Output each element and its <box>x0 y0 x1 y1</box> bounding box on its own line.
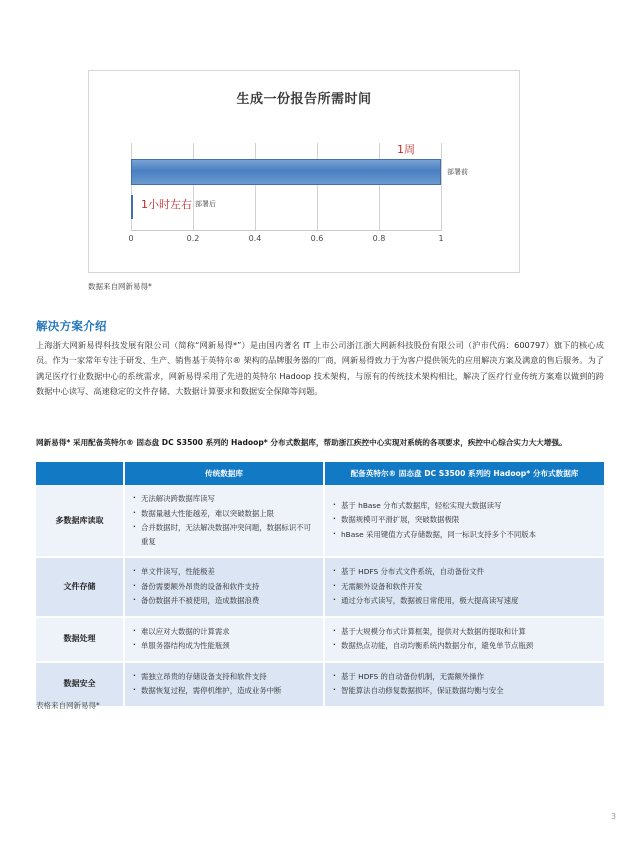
table-cell-category: 数据处理 <box>36 617 124 662</box>
bullet-item: · 合并数据时，无法解决数据冲突问题，数据标识不可重复 <box>133 521 315 548</box>
bullet-list <box>333 670 596 698</box>
page-number: 3 <box>611 812 616 821</box>
table-header-traditional: 传统数据库 <box>124 462 324 485</box>
bullet-item: · 通过分布式读写，数据被日常使用，极大提高读写速度 <box>333 594 596 608</box>
x-tick: 1 <box>438 234 444 243</box>
section-heading: 解决方案介绍 <box>36 319 107 333</box>
table-header-hadoop: 配备英特尔® 固态盘 DC S3500 系列的 Hadoop* 分布式数据库 <box>324 462 604 485</box>
chart-title: 生成一份报告所需时间 <box>236 92 372 107</box>
chart-source-caption: 数据来自网新易得* <box>88 282 152 291</box>
bullet-item: · 单文件读写，性能极差 <box>133 565 315 579</box>
bullet-list <box>133 565 315 608</box>
bullet-item: · 单服务器结构成为性能瓶颈 <box>133 639 315 653</box>
table-row <box>36 485 604 557</box>
bullet-item: · 数据热点功能，自动均衡系统内数据分布，避免单节点瓶颈 <box>333 639 596 653</box>
bullet-item: · hBase 采用键值方式存储数据，同一标识支持多个不同版本 <box>333 528 596 542</box>
table-cell-traditional <box>124 485 324 557</box>
bullet-list <box>333 499 596 542</box>
table-row <box>36 662 604 707</box>
table-cell-hadoop <box>324 617 604 662</box>
table-cell-hadoop <box>324 662 604 707</box>
bar-category-label-after: 部署后 <box>195 200 216 208</box>
chart-container <box>88 70 520 273</box>
bar-after <box>131 195 133 219</box>
bullet-list <box>133 670 315 698</box>
gridline <box>379 143 380 230</box>
x-tick: 0.2 <box>186 234 200 243</box>
table-cell-traditional <box>124 557 324 617</box>
bullet-item: · 数据量越大性能越差，难以突破数据上限 <box>133 507 315 521</box>
bullet-item: · 无法解决跨数据库读写 <box>133 492 315 506</box>
bullet-item: · 基于 hBase 分布式数据库，轻松实现大数据读写 <box>333 499 596 513</box>
bar-value-label-after: 1小时左右 <box>141 198 192 211</box>
bullet-list <box>333 625 596 653</box>
bullet-list <box>333 565 596 608</box>
chart-plot-area <box>131 143 468 230</box>
x-tick: 0.4 <box>248 234 262 243</box>
table-header-category <box>36 462 124 485</box>
bullet-item: · 智能算法自动修复数据损坏，保证数据均衡与安全 <box>333 684 596 698</box>
bullet-item: · 数据规模可平滑扩展，突破数据极限 <box>333 513 596 527</box>
x-axis-line <box>131 230 442 231</box>
bullet-item: · 数据恢复过程，需停机维护，造成业务中断 <box>133 684 315 698</box>
gridline <box>441 143 442 230</box>
x-axis-tick-labels <box>128 234 444 248</box>
table-source-caption: 表格来自网新易得* <box>36 701 100 710</box>
bullet-item: · 备份需要额外昂贵的设备和软件支持 <box>133 580 315 594</box>
bar-category-label-before: 部署前 <box>447 168 468 176</box>
x-tick: 0 <box>128 234 134 243</box>
bullet-item: · 基于 HDFS 分布式文件系统，自动备份文件 <box>333 565 596 579</box>
gridline <box>317 143 318 230</box>
bullet-item: · 备份数据并不被使用，造成数据浪费 <box>133 594 315 608</box>
comparison-table <box>36 462 604 708</box>
bullet-item: · 基于 HDFS 的自动备份机制，无需额外操作 <box>333 670 596 684</box>
gridline <box>193 143 194 230</box>
table-header-row <box>36 462 604 485</box>
table-row <box>36 617 604 662</box>
table-cell-traditional <box>124 662 324 707</box>
table-cell-hadoop <box>324 485 604 557</box>
bullet-item: · 无需额外设备和软件开发 <box>333 580 596 594</box>
table-cell-category: 数据安全 <box>36 662 124 707</box>
table-row <box>36 557 604 617</box>
bullet-item: · 需独立昂贵的存储设备支持和软件支持 <box>133 670 315 684</box>
bullet-item: · 基于大规模分布式计算框架，提供对大数据的提取和计算 <box>333 625 596 639</box>
table-intro-text: 网新易得* 采用配备英特尔® 固态盘 DC S3500 系列的 Hadoop* 分布式数据库，帮助浙江疾控中心实现对系统的各项要求，疾控中心综合实力大大增强。 <box>36 438 567 447</box>
table-cell-traditional <box>124 617 324 662</box>
bullet-list <box>133 492 315 548</box>
table-cell-category: 多数据库读取 <box>36 485 124 557</box>
bullet-list <box>133 625 315 653</box>
table-body <box>36 485 604 707</box>
bullet-item: · 难以应对大数据的计算需求 <box>133 625 315 639</box>
section-paragraph: 上海浙大网新易得科技发展有限公司（简称“网新易得*”）是由国内著名 IT 上市公司浙江浙大网新科技股份有限公司（沪市代码：600797）旗下的核心成员。作为一家常年专注于研发、生产、销售基于英特尔® 架构的品牌服务器的厂商，网新易得致力于为客户提供领先的应用解决方案及满意的售后服务。为了满足医疗行业数据中心的系统需求，网新易得采用了先进的英特尔 Hadoop 技术架构，与原有的传统技术架构相比，解决了医疗行业传统方案难以做到的跨数据中心读写、高速稳定的文件存储、大数据计算要求和数据安全保障等问题。 <box>36 340 604 396</box>
x-tick: 0.8 <box>372 234 386 243</box>
bar-value-label-before: 1周 <box>397 143 415 156</box>
table-cell-category: 文件存储 <box>36 557 124 617</box>
x-tick: 0.6 <box>310 234 324 243</box>
gridline <box>255 143 256 230</box>
table-cell-hadoop <box>324 557 604 617</box>
bar-before <box>131 159 441 185</box>
